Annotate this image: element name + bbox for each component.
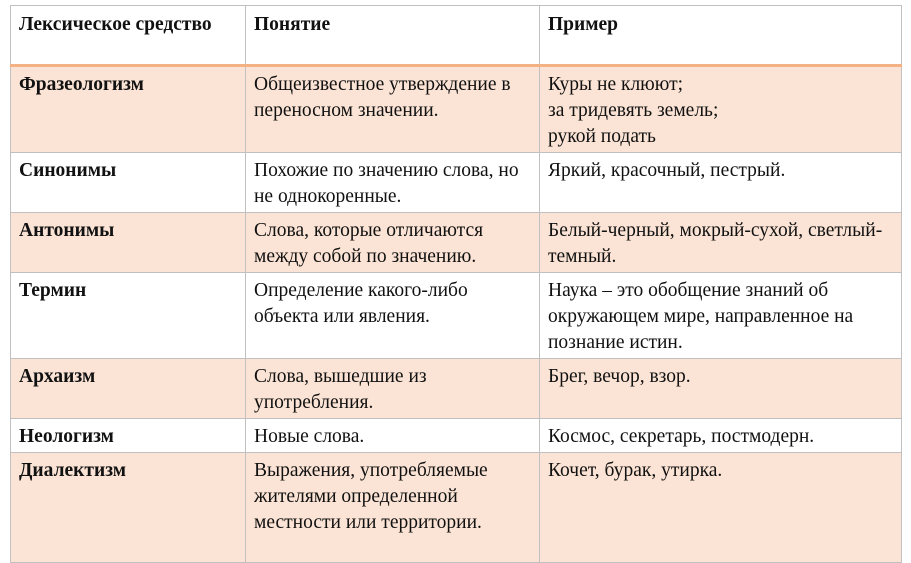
concept-cell: Выражения, употребляемые жителями определенной местности или территории. bbox=[246, 453, 540, 563]
concept-cell: Слова, вышедшие из употребления. bbox=[246, 359, 540, 419]
example-line: рукой подать bbox=[548, 126, 656, 147]
example-cell: Яркий, красочный, пестрый. bbox=[540, 153, 902, 213]
header-lexical-means: Лексическое средство bbox=[11, 6, 246, 66]
example-cell: Наука – это обобщение знаний об окружающем мире, направленное на познание истин. bbox=[540, 273, 902, 359]
example-cell: Брег, вечор, взор. bbox=[540, 359, 902, 419]
term-cell: Антонимы bbox=[11, 213, 246, 273]
example-cell: Кочет, бурак, утирка. bbox=[540, 453, 902, 563]
header-example: Пример bbox=[540, 6, 902, 66]
table-row bbox=[11, 213, 902, 273]
table-row bbox=[11, 66, 902, 153]
concept-cell: Новые слова. bbox=[246, 419, 540, 453]
lexical-means-table bbox=[10, 5, 902, 563]
table-row bbox=[11, 273, 902, 359]
term-cell: Неологизм bbox=[11, 419, 246, 453]
lexical-means-table-wrapper bbox=[10, 5, 902, 563]
concept-cell: Общеизвестное утверждение в переносном значении. bbox=[246, 66, 540, 153]
concept-cell: Похожие по значению слова, но не однокоренные. bbox=[246, 153, 540, 213]
term-cell: Фразеологизм bbox=[11, 66, 246, 153]
example-cell bbox=[540, 66, 902, 153]
term-cell: Диалектизм bbox=[11, 453, 246, 563]
term-cell: Архаизм bbox=[11, 359, 246, 419]
table-row bbox=[11, 453, 902, 563]
table-row bbox=[11, 359, 902, 419]
example-line: Куры не клюют; bbox=[548, 74, 684, 95]
example-line: за тридевять земель; bbox=[548, 100, 719, 121]
table-row bbox=[11, 419, 902, 453]
table-row bbox=[11, 153, 902, 213]
header-concept: Понятие bbox=[246, 6, 540, 66]
term-cell: Термин bbox=[11, 273, 246, 359]
table-header-row bbox=[11, 6, 902, 66]
concept-cell: Слова, которые отличаются между собой по значению. bbox=[246, 213, 540, 273]
example-cell: Космос, секретарь, постмодерн. bbox=[540, 419, 902, 453]
term-cell: Синонимы bbox=[11, 153, 246, 213]
example-cell: Белый-черный, мокрый-сухой, светлый-темный. bbox=[540, 213, 902, 273]
concept-cell: Определение какого-либо объекта или явления. bbox=[246, 273, 540, 359]
